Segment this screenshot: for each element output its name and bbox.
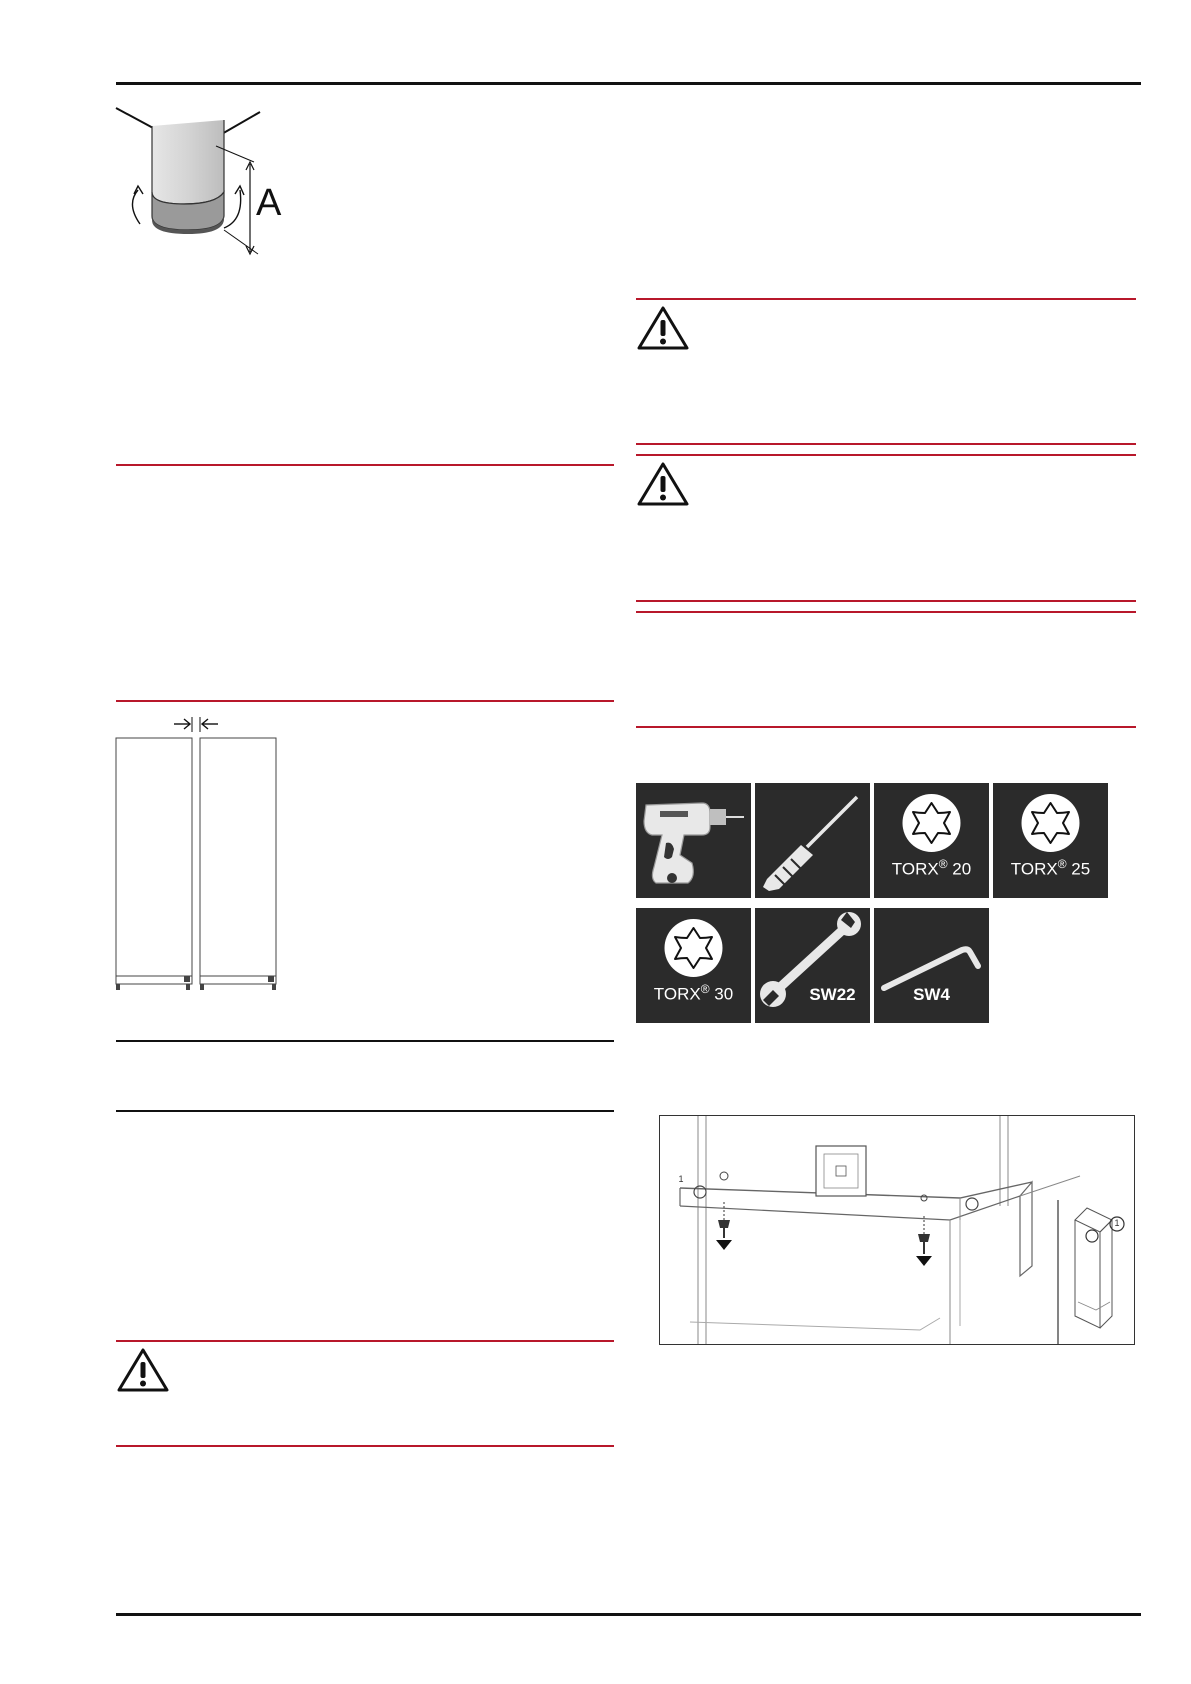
tool-tile-sw4: [874, 908, 989, 1023]
warning-rule-top-left: [116, 1340, 614, 1342]
tool-label: SW4: [913, 985, 950, 1004]
warning-triangle-icon: [636, 304, 690, 352]
section-rule-black-2: [116, 1110, 614, 1112]
adjustable-foot-figure: [112, 104, 292, 264]
section-rule-black-1: [116, 1040, 614, 1042]
section-rule-red-2: [116, 700, 614, 702]
torx-bit-icon: [993, 783, 1108, 898]
torx-bit-icon: [636, 908, 751, 1023]
open-end-wrench-icon: [755, 908, 870, 1023]
callout-number: 1: [678, 1174, 684, 1184]
warning-triangle-icon: [116, 1346, 170, 1394]
screwdriver-icon: [755, 783, 870, 898]
dimension-label-a: A: [256, 182, 282, 224]
callout-number: 1: [1114, 1218, 1120, 1228]
cordless-drill-icon: [636, 783, 751, 898]
tool-tile-torx25: [993, 783, 1108, 898]
warning-rule-top-1: [636, 298, 1136, 300]
warning-rule-top-2: [636, 454, 1136, 456]
warning-rule-bottom-2: [636, 600, 1136, 602]
tool-label: TORX® 30: [653, 982, 734, 1004]
tool-tile-screwdriver: [755, 783, 870, 898]
warning-rule-bottom-1: [636, 443, 1136, 445]
footer-rule: [116, 1613, 1141, 1616]
tool-tile-torx20: [874, 783, 989, 898]
notice-rule-top: [636, 611, 1136, 613]
notice-rule-bottom: [636, 726, 1136, 728]
tool-label: SW22: [809, 985, 856, 1004]
warning-rule-bottom-left: [116, 1445, 614, 1447]
tool-tile-sw22: [755, 908, 870, 1023]
tool-tile-torx30: [636, 908, 751, 1023]
hex-key-icon: [874, 908, 989, 1023]
tool-label: TORX® 20: [891, 857, 972, 879]
tool-label: TORX® 25: [1010, 857, 1091, 879]
side-by-side-gap-figure: [114, 714, 284, 996]
warning-triangle-icon: [636, 460, 690, 508]
torx-bit-icon: [874, 783, 989, 898]
header-rule: [116, 82, 1141, 85]
section-rule-red-1: [116, 464, 614, 466]
tool-tile-drill: [636, 783, 751, 898]
hinge-mounting-figure: [659, 1115, 1135, 1345]
